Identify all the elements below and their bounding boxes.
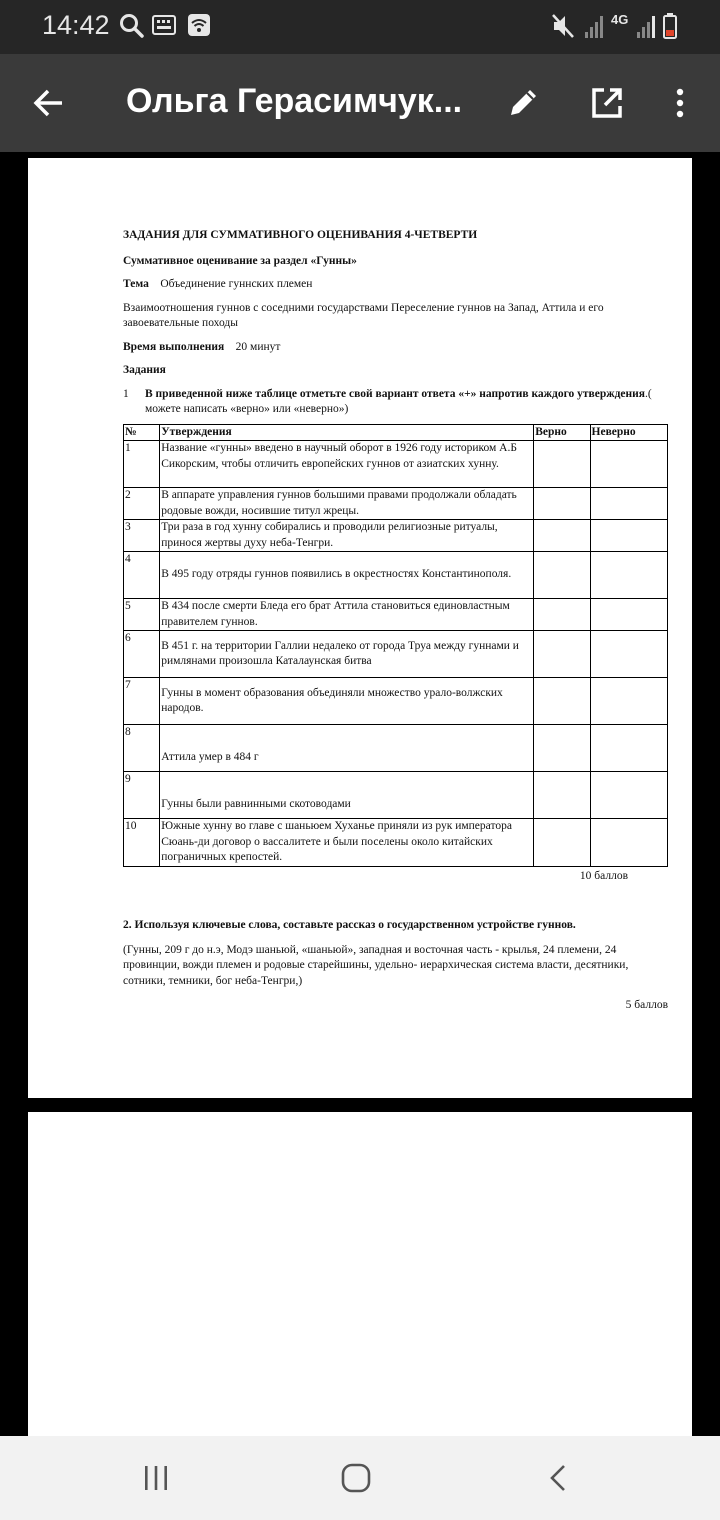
task1-score: 10 баллов xyxy=(579,869,628,882)
more-vert-icon xyxy=(673,85,687,121)
topic-line xyxy=(123,277,668,293)
false-cell xyxy=(590,678,667,725)
time-label: Время выполнения xyxy=(123,340,225,353)
task2-instruction-text: . Используя ключевые слова, составьте рассказ о государственном устройстве гуннов. xyxy=(128,919,576,931)
row-num: 2 xyxy=(124,488,160,520)
app-bar xyxy=(0,54,720,152)
true-cell xyxy=(534,772,590,819)
time-line xyxy=(123,340,668,356)
row-statement: В аппарате управления гуннов большими правами продолжали обладать родовые вожди, носившие титул жрецы. xyxy=(160,488,534,520)
task2-instruction xyxy=(123,918,668,934)
document-subheading: Суммативное оценивание за раздел «Гунны» xyxy=(123,254,357,267)
table-row xyxy=(124,552,668,599)
edit-button[interactable] xyxy=(500,80,546,126)
row-statement: В 495 году отряды гуннов появились в окрестностях Константинополя. xyxy=(160,552,534,599)
row-statement: В 434 после смерти Бледа его брат Аттила становиться единовластным правителем гуннов. xyxy=(160,599,534,631)
row-statement: Аттила умер в 484 г xyxy=(160,725,534,772)
header-false: Неверно xyxy=(590,424,667,441)
row-statement: Гунны в момент образования объединяли множество урало-волжских народов. xyxy=(160,678,534,725)
navigation-bar xyxy=(0,1436,720,1520)
search-icon xyxy=(118,12,146,45)
table-row xyxy=(124,725,668,772)
task2-keywords: (Гунны, 209 г до н.э, Модэ шаньюй, «шаньюй», западная и восточная часть - крылья, 24 племени, 24 провинции, вожди племен и родовые старейшины, удельно- иерархическая система власти, десятники, сотники, темники, бог неба-Тенгри,) xyxy=(123,943,629,987)
table-row xyxy=(124,678,668,725)
task1-instruction-rest: .( можете написать «верно» или «неверно») xyxy=(145,387,652,415)
false-cell xyxy=(590,552,667,599)
table-row xyxy=(124,520,668,552)
row-statement: Гунны были равнинными скотоводами xyxy=(160,772,534,819)
row-num: 8 xyxy=(124,725,160,772)
true-cell xyxy=(534,441,590,488)
signal-icon xyxy=(636,12,658,45)
false-cell xyxy=(590,631,667,678)
row-statement: В 451 г. на территории Галлии недалеко от города Труа между гуннами и римлянами произошла Каталаунская битва xyxy=(160,631,534,678)
row-statement: Три раза в год хунну собирались и проводили религиозные ритуалы, принося жертвы духу неба-Тенгри. xyxy=(160,520,534,552)
row-num: 4 xyxy=(124,552,160,599)
arrow-back-icon xyxy=(32,86,66,120)
table-row xyxy=(124,488,668,520)
document-title: Ольга Герасимчук... xyxy=(126,82,463,120)
statements-table xyxy=(123,424,668,867)
network-type-label: 4G xyxy=(611,12,629,27)
chevron-left-icon xyxy=(544,1463,574,1493)
topic-value: Объединение гуннских племен xyxy=(160,278,313,290)
false-cell xyxy=(590,488,667,520)
row-statement: Название «гунны» введено в научный оборот в 1926 году историком А.Б Сикорским, чтобы отличить европейских гуннов от азиатских хунну. xyxy=(160,441,534,488)
false-cell xyxy=(590,520,667,552)
table-row xyxy=(124,819,668,867)
row-num: 5 xyxy=(124,599,160,631)
true-cell xyxy=(534,678,590,725)
table-row xyxy=(124,441,668,488)
recent-apps-button[interactable] xyxy=(126,1456,186,1500)
true-cell xyxy=(534,631,590,678)
table-row xyxy=(124,772,668,819)
status-time: 14:42 xyxy=(42,10,110,40)
false-cell xyxy=(590,725,667,772)
true-cell xyxy=(534,819,590,867)
task2-number: 2 xyxy=(123,919,129,931)
true-cell xyxy=(534,725,590,772)
back-button[interactable] xyxy=(26,80,72,126)
home-icon xyxy=(340,1462,372,1494)
document-page xyxy=(28,1112,692,1436)
row-num: 9 xyxy=(124,772,160,819)
status-bar xyxy=(0,0,720,54)
time-value: 20 минут xyxy=(235,340,281,353)
header-num: № xyxy=(124,424,160,441)
task2-score: 5 баллов xyxy=(625,999,668,1011)
true-cell xyxy=(534,520,590,552)
topic-label: Тема xyxy=(123,278,149,290)
true-cell xyxy=(534,599,590,631)
task1-number: 1 xyxy=(123,387,129,400)
tasks-label: Задания xyxy=(123,364,166,376)
pencil-icon xyxy=(505,85,541,121)
false-cell xyxy=(590,819,667,867)
row-num: 10 xyxy=(124,819,160,867)
topics-line: Взаимоотношения гуннов с соседними государствами Переселение гуннов на Запад, Аттила и его завоевательные походы xyxy=(123,301,604,329)
battery-low-icon xyxy=(662,12,678,45)
task1-instruction xyxy=(123,387,668,418)
false-cell xyxy=(590,441,667,488)
false-cell xyxy=(590,599,667,631)
open-in-new-icon xyxy=(589,85,625,121)
document-viewer[interactable] xyxy=(0,152,720,1436)
document-content xyxy=(123,228,668,1014)
home-button[interactable] xyxy=(326,1456,386,1500)
true-cell xyxy=(534,488,590,520)
more-options-button[interactable] xyxy=(657,80,703,126)
table-header-row xyxy=(124,424,668,441)
false-cell xyxy=(590,772,667,819)
header-true: Верно xyxy=(534,424,590,441)
signal-icon xyxy=(584,12,606,45)
document-page xyxy=(28,158,692,1098)
row-num: 6 xyxy=(124,631,160,678)
header-statement: Утверждения xyxy=(160,424,534,441)
back-nav-button[interactable] xyxy=(529,1456,589,1500)
table-row xyxy=(124,599,668,631)
wifi-call-icon xyxy=(186,12,212,43)
open-external-button[interactable] xyxy=(584,80,630,126)
row-num: 3 xyxy=(124,520,160,552)
keyboard-notification-icon xyxy=(151,12,177,43)
table-row xyxy=(124,631,668,678)
row-num: 7 xyxy=(124,678,160,725)
document-heading: ЗАДАНИЯ ДЛЯ СУММАТИВНОГО ОЦЕНИВАНИЯ 4-ЧЕТВЕРТИ xyxy=(123,229,478,241)
recent-apps-icon xyxy=(141,1463,171,1493)
task1-instruction-bold: В приведенной ниже таблице отметьте свой вариант ответа «+» напротив каждого утверждения xyxy=(145,387,645,400)
row-num: 1 xyxy=(124,441,160,488)
row-statement: Южные хунну во главе с шаньюем Хуханье приняли из рук императора Сюань-ди договор о вассалитете и были поселены около китайских пограничных крепостей. xyxy=(160,819,534,867)
true-cell xyxy=(534,552,590,599)
mute-icon xyxy=(551,12,575,45)
